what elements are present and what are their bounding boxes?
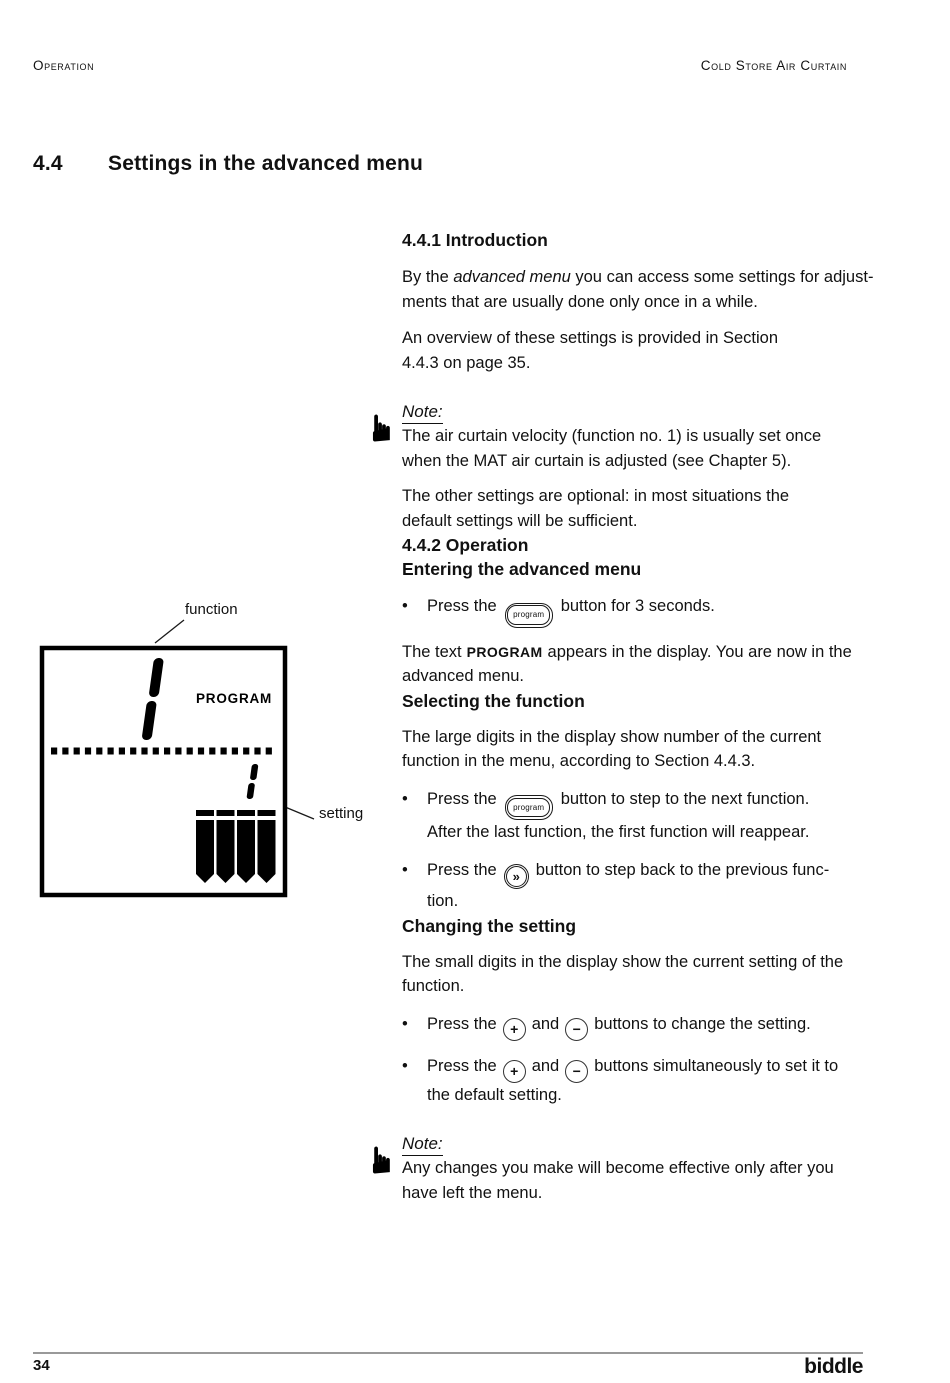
text: button to step to the next function.	[560, 789, 810, 808]
note-label	[402, 1134, 872, 1156]
bullet-dot: •	[402, 860, 408, 879]
text: Any changes you make will become effective only after you	[402, 1159, 834, 1177]
changing-paragraph	[402, 950, 872, 999]
header-left: Operation	[33, 58, 95, 73]
text: and	[531, 1014, 560, 1033]
text: button for 3 seconds.	[560, 597, 715, 615]
note-block-2	[361, 1134, 872, 1205]
bullet-dot: •	[402, 597, 408, 615]
figure-label-function: function	[185, 601, 238, 618]
minus-button-glyph: −	[572, 1020, 581, 1037]
bullet-press-program-3s	[402, 593, 872, 628]
bullet-plus-minus-change	[402, 1011, 872, 1041]
section-number: 4.4	[33, 152, 63, 175]
program-button	[505, 795, 553, 820]
step-back-button-glyph: »	[512, 868, 520, 884]
text: Press the	[427, 789, 497, 808]
text: The text	[402, 642, 462, 661]
text: appears in the display. You are now in the	[547, 642, 852, 661]
text: default settings will be sufficient.	[402, 511, 638, 530]
intro-paragraph-1	[402, 265, 872, 314]
text: buttons to change the setting.	[594, 1014, 811, 1033]
page-number: 34	[33, 1357, 50, 1374]
note-label-text: Note:	[402, 1134, 443, 1156]
function-leader-line	[155, 620, 184, 643]
text: Press the	[427, 1056, 497, 1075]
text: when the MAT air curtain is adjusted (see Chapter 5).	[402, 451, 792, 470]
display-figure	[33, 596, 378, 906]
selecting-paragraph	[402, 725, 872, 774]
plus-button-glyph: +	[510, 1020, 519, 1037]
text: After the last function, the first function will reappear.	[427, 823, 810, 841]
text: An overview of these settings is provided in Section	[402, 329, 779, 347]
minus-button	[565, 1018, 588, 1041]
plus-button-glyph: +	[510, 1062, 519, 1079]
minus-button	[565, 1060, 588, 1083]
bullet-dot: •	[402, 1056, 408, 1075]
minus-button-glyph: −	[572, 1062, 581, 1079]
text: function.	[402, 977, 465, 995]
text: Press the	[427, 1014, 497, 1033]
bullet-plus-minus-default	[402, 1053, 872, 1108]
bullet-program-next	[402, 786, 872, 845]
text: Press the	[427, 860, 497, 879]
bullet-step-back	[402, 857, 872, 914]
pointing-hand-icon: ☛	[361, 1143, 402, 1177]
program-button-label: program	[513, 802, 545, 812]
heading-4-4-2: 4.4.2 Operation	[402, 535, 529, 555]
text: The other settings are optional: in most situations the	[402, 487, 790, 505]
text: The large digits in the display show number of the current	[402, 727, 822, 746]
italic-advanced-menu: advanced menu	[453, 268, 571, 286]
figure-label-setting: setting	[319, 805, 364, 822]
program-button-label: program	[513, 610, 545, 619]
section-title	[33, 152, 423, 176]
biddle-logo: biddle	[804, 1355, 863, 1378]
text: you can access some settings for adjust-	[570, 268, 874, 286]
heading-changing: Changing the setting	[402, 915, 577, 936]
heading-entering: Entering the advanced menu	[402, 559, 642, 579]
text: Press the	[427, 597, 497, 615]
heading-selecting: Selecting the function	[402, 690, 585, 711]
entering-result-paragraph	[402, 640, 872, 689]
text: ments that are usually done only once in a while.	[402, 292, 758, 311]
program-button	[505, 603, 553, 628]
text: and	[531, 1056, 560, 1075]
heading-4-4-1: 4.4.1 Introduction	[402, 230, 548, 250]
main-column	[361, 228, 874, 1205]
section-title-text: Settings in the advanced menu	[108, 152, 424, 175]
pointing-hand-icon: ☛	[361, 411, 402, 445]
text: 4.4.3 on page 35.	[402, 353, 531, 372]
plus-button	[503, 1060, 526, 1083]
step-back-button	[504, 864, 529, 889]
bullet-dot: •	[402, 789, 408, 808]
note-label	[402, 402, 872, 424]
header-right: Cold Store Air Curtain	[700, 58, 847, 73]
display-word-program: PROGRAM	[466, 643, 543, 660]
plus-button	[503, 1018, 526, 1041]
text: button to step back to the previous func-	[535, 860, 830, 879]
text: function in the menu, according to Section 4.4.3.	[402, 752, 756, 770]
text: the default setting.	[427, 1085, 562, 1104]
note-label-text: Note:	[402, 402, 443, 424]
text: advanced menu.	[402, 667, 525, 685]
note-block-1	[361, 402, 872, 533]
text: By the	[402, 268, 454, 286]
text: have left the menu.	[402, 1183, 543, 1202]
intro-paragraph-2	[402, 326, 872, 375]
footer-rule	[33, 1352, 863, 1354]
bullet-dot: •	[402, 1014, 408, 1033]
display-program-text: PROGRAM	[196, 691, 273, 706]
text: buttons simultaneously to set it to	[594, 1056, 839, 1075]
text: tion.	[427, 892, 459, 910]
text: The small digits in the display show the current setting of the	[402, 952, 844, 971]
text: The air curtain velocity (function no. 1) is usually set once	[402, 427, 822, 445]
